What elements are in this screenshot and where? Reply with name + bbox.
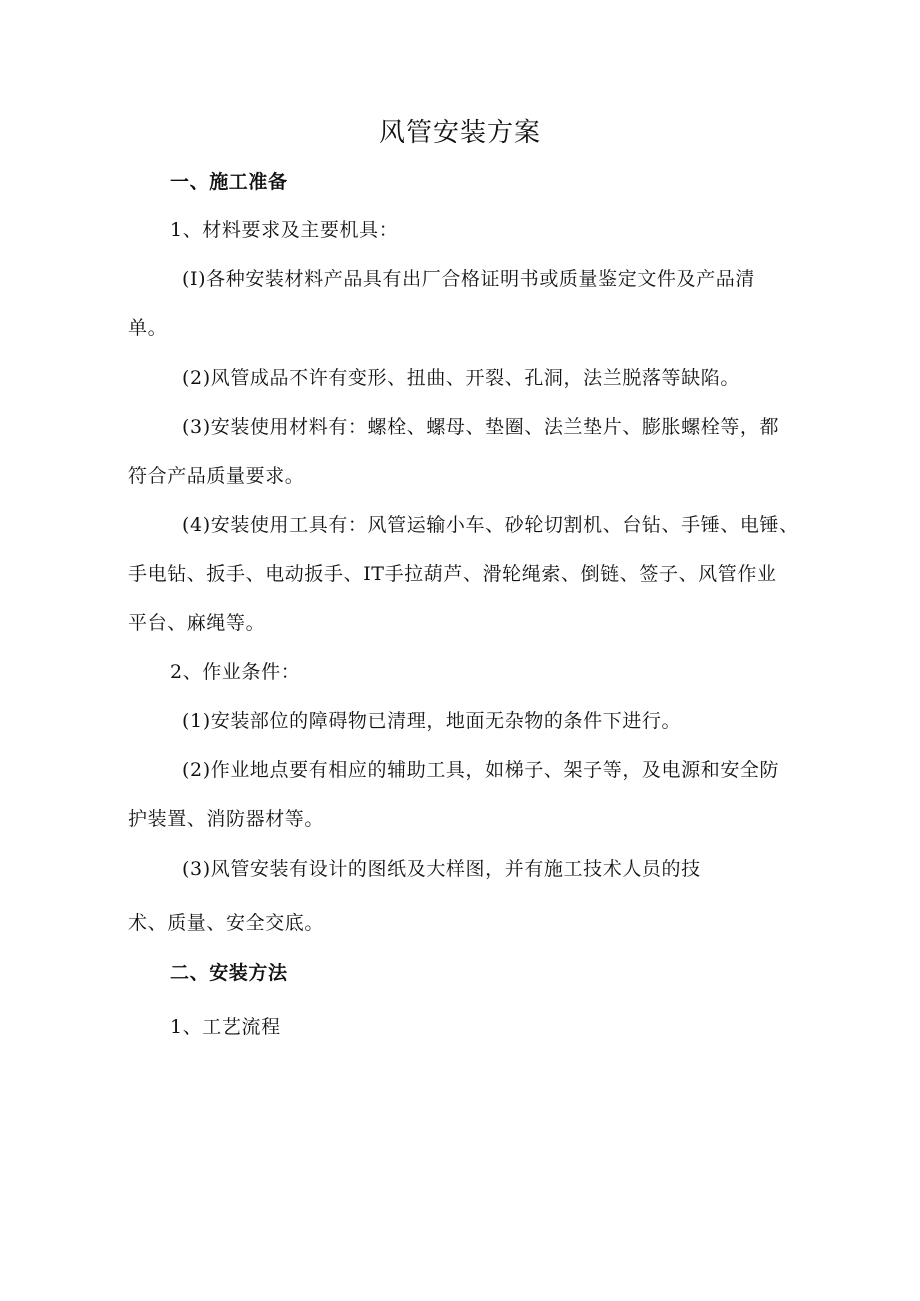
subsection-label: 2、作业条件： [170,661,301,683]
paragraph-line: 术、质量、安全交底。 [128,912,325,934]
document-title: 风管安装方案 [378,118,541,148]
paragraph-line: 单。 [128,317,168,339]
subsection-label: 1、材料要求及主要机具： [170,219,399,241]
section-heading: 二、安装方法 [170,962,288,984]
paragraph-line: (3)风管安装有设计的图纸及大样图，并有施工技术人员的技 [182,858,701,880]
section-heading: 一、施工准备 [170,171,288,193]
subsection-label: 1、工艺流程 [170,1016,281,1038]
paragraph-line: (4)安装使用工具有：风管运输小车、砂轮切割机、台钻、手锤、电锤、 [182,514,799,536]
paragraph-line: (2)风管成品不许有变形、扭曲、开裂、孔洞，法兰脱落等缺陷。 [182,367,740,389]
paragraph-line: (1)安装部位的障碍物已清理，地面无杂物的条件下进行。 [182,710,682,732]
paragraph-line: 护装置、消防器材等。 [128,808,325,830]
paragraph-line: 符合产品质量要求。 [128,465,305,487]
paragraph-line: (2)作业地点要有相应的辅助工具，如梯子、架子等，及电源和安全防 [182,759,780,781]
paragraph-line: 平台、麻绳等。 [128,612,266,634]
paragraph-line: (I)各种安装材料产品具有出厂合格证明书或质量鉴定文件及产品清 [182,268,755,290]
paragraph-line: (3)安装使用材料有：螺栓、螺母、垫圈、法兰垫片、膨胀螺栓等，都 [182,416,780,438]
paragraph-line: 手电钻、扳手、电动扳手、IT手拉葫芦、滑轮绳索、倒链、签子、风管作业 [128,563,777,585]
